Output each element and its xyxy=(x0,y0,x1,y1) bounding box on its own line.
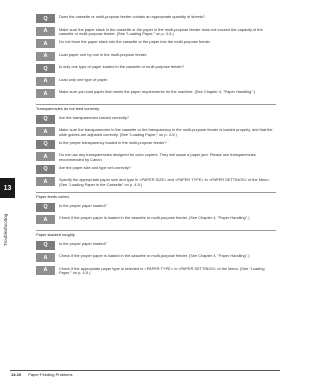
question-text: Is the proper paper loaded? xyxy=(59,240,107,246)
chapter-label: Troubleshooting xyxy=(3,213,8,247)
page-number: 13-10 xyxy=(11,372,22,377)
answer-row xyxy=(36,177,276,190)
answer-badge: A xyxy=(36,27,55,36)
answer-row xyxy=(36,27,276,40)
question-row xyxy=(36,115,276,128)
qa-content xyxy=(36,14,276,278)
page-section-title: Paper Feeding Problems xyxy=(28,372,73,377)
answer-row xyxy=(36,215,276,228)
footer-divider xyxy=(10,370,280,371)
question-row xyxy=(36,165,276,178)
answer-text: Do not force the paper stack into the cassette or the paper into the multi-purpose feeder. xyxy=(59,39,211,44)
answer-badge: A xyxy=(36,253,55,262)
chapter-number: 13 xyxy=(3,184,12,192)
answer-badge: A xyxy=(36,266,55,275)
question-row xyxy=(36,140,276,153)
answer-text: Make sure the transparencies in the cassette or the transparency in the multi-purpose feeder is loaded properly, and that the slide guides are adjusted correctly. (See "Loading Paper," on p. 4-5.) xyxy=(59,127,273,137)
answer-text: Check if the appropriate paper type is selected in <PAPER TYPE> in <PAPER SETTINGS> of the Menu. (See "Loading Paper," on p. 4-5.) xyxy=(59,265,265,276)
question-text: Does the cassette or multi-purpose feeder contain an appropriate quantity of sheets? xyxy=(59,14,205,19)
question-badge: Q xyxy=(36,14,55,23)
answer-badge: A xyxy=(36,215,55,224)
question-text: Are the paper size and type set correctly? xyxy=(59,164,131,170)
answer-badge: A xyxy=(36,152,55,161)
question-text: Is the proper transparency loaded in the multi-purpose feeder? xyxy=(59,139,167,145)
answer-row xyxy=(36,77,276,90)
answer-row xyxy=(36,152,276,165)
answer-text: Make sure you load paper that meets the paper requirements for the machine. (See Chapter 4, "Paper Handling".) xyxy=(59,89,256,94)
answer-text: Make sure the paper stack in the cassette or the paper in the multi-purpose feeder does not exceed the capacity of the cassette or multi-purpose feeder. (See "Loading Paper," on p. 4-5.) xyxy=(59,26,263,37)
question-badge: Q xyxy=(36,241,55,250)
section-heading: Paper feeds curled. xyxy=(36,192,276,199)
answer-badge: A xyxy=(36,127,55,136)
question-text: Is the proper paper loaded? xyxy=(59,202,107,208)
answer-badge: A xyxy=(36,39,55,48)
page-footer xyxy=(11,372,72,377)
section-heading: Transparencies do not feed correctly. xyxy=(36,104,276,111)
answer-text: Specify the appropriate paper size and type in <PAPER SIZE> and <PAPER TYPE> in <PAPER SETTINGS> of the Menu. (See "Loading Paper in the Cassette" on p. 4-5.) xyxy=(59,177,270,187)
question-badge: Q xyxy=(36,165,55,174)
answer-row xyxy=(36,127,276,140)
answer-text: Check if the proper paper is loaded in the cassette or multi-purpose feeder. (See Chapter 4, "Paper Handling".) xyxy=(59,253,250,258)
answer-badge: A xyxy=(36,77,55,86)
answer-row xyxy=(36,52,276,65)
answer-text: Do not use any transparencies designed for color copiers. They will cause a paper jam. Please use transparencies recommended by Canon. xyxy=(59,152,256,162)
answer-badge: A xyxy=(36,52,55,61)
answer-badge: A xyxy=(36,89,55,98)
question-badge: Q xyxy=(36,140,55,149)
question-row xyxy=(36,64,276,77)
answer-text: Load only one type of paper. xyxy=(59,76,109,82)
answer-row xyxy=(36,89,276,102)
question-badge: Q xyxy=(36,203,55,212)
answer-text: Load paper one by one in the multi-purpose feeder. xyxy=(59,51,148,57)
section-heading: Paper stacked roughly. xyxy=(36,230,276,237)
answer-row xyxy=(36,253,276,266)
answer-row xyxy=(36,266,276,279)
question-badge: Q xyxy=(36,115,55,124)
question-badge: Q xyxy=(36,64,55,73)
question-row xyxy=(36,203,276,216)
chapter-tab xyxy=(0,178,15,198)
question-row xyxy=(36,14,276,27)
answer-badge: A xyxy=(36,177,55,186)
question-text: Is only one type of paper loaded in the cassette or multi-purpose feeder? xyxy=(59,64,185,69)
answer-text: Check if the proper paper is loaded in the cassette or multi-purpose feeder. (See Chapter 4, "Paper Handling".) xyxy=(59,215,250,220)
question-row xyxy=(36,241,276,254)
answer-row xyxy=(36,39,276,52)
question-text: Are the transparencies loaded correctly? xyxy=(59,114,129,120)
